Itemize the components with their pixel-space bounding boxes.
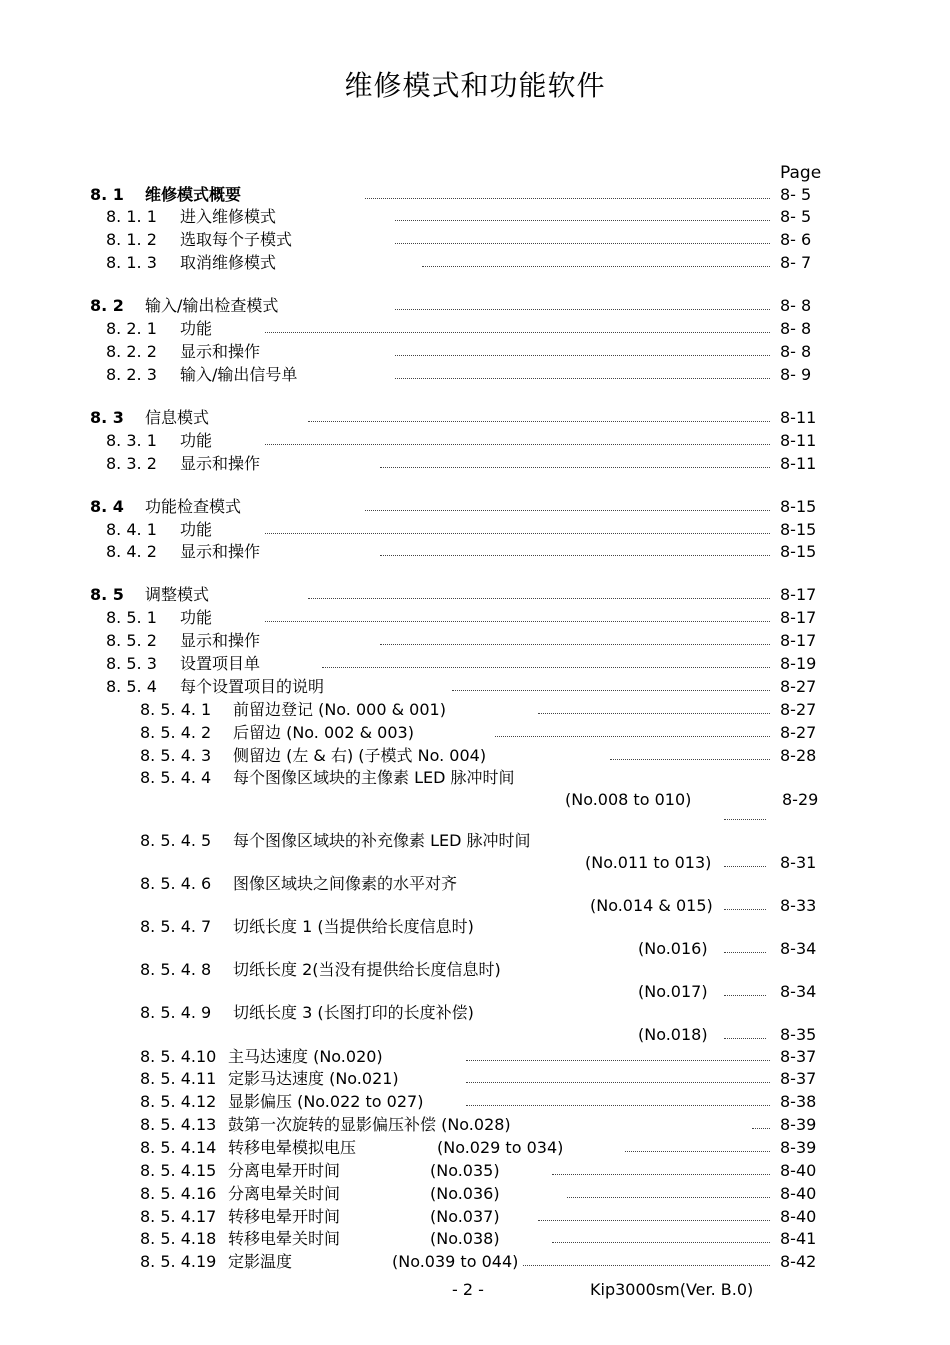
- toc-page: 8-15: [780, 520, 817, 539]
- toc-entry: [0, 1183, 950, 1205]
- toc-code: (No.037): [430, 1207, 500, 1226]
- toc-number: 8. 5. 2: [106, 631, 157, 650]
- toc-number: 8. 5. 4.12: [140, 1092, 217, 1111]
- toc-number: 8. 5. 4. 6: [140, 874, 212, 893]
- toc-entry: [0, 318, 950, 340]
- toc-page: 8-27: [780, 677, 817, 696]
- leader-dots: [567, 1197, 770, 1198]
- toc-page: 8-17: [780, 608, 817, 627]
- toc-number: 8. 4. 1: [106, 520, 157, 539]
- toc-entry: [0, 206, 950, 228]
- toc-label: 转移电晕开时间: [228, 1207, 341, 1226]
- toc-number: 8. 2. 3: [106, 365, 157, 384]
- leader-dots: [380, 467, 770, 468]
- toc-number: 8. 1. 2: [106, 230, 157, 249]
- leader-dots: [422, 266, 770, 267]
- toc-number: 8. 5. 1: [106, 608, 157, 627]
- toc-entry: [0, 1228, 950, 1250]
- toc-label: 显示和操作: [180, 631, 261, 650]
- toc-page: 8-27: [780, 700, 817, 719]
- toc-label: 前留边登记 (No. 000 & 001): [233, 700, 446, 719]
- toc-entry-continuation: [0, 789, 950, 811]
- toc-number: 8. 2. 2: [106, 342, 157, 361]
- toc-label: 功能: [180, 319, 213, 338]
- toc-label: 信息模式: [145, 408, 210, 427]
- leader-dots: [724, 909, 766, 910]
- toc-code: (No.035): [430, 1161, 500, 1180]
- leader-dots: [466, 1105, 770, 1106]
- toc-entry: [0, 252, 950, 274]
- toc-label: 鼓第一次旋转的显影偏压补偿 (No.028): [228, 1115, 511, 1134]
- toc-page: 8-15: [780, 497, 817, 516]
- leader-dots: [724, 1038, 766, 1039]
- toc-page: 8-17: [780, 585, 817, 604]
- toc-number: 8. 3. 2: [106, 454, 157, 473]
- toc-page: 8-39: [780, 1138, 817, 1157]
- leader-dots: [724, 952, 766, 953]
- toc-entry: [0, 699, 950, 721]
- toc-page: 8- 9: [780, 365, 812, 384]
- leader-dots: [724, 995, 766, 996]
- toc-number: 8. 5. 4.11: [140, 1069, 217, 1088]
- toc-entry-section: [0, 496, 950, 518]
- toc-page: 8-41: [780, 1229, 817, 1248]
- leader-dots: [365, 198, 770, 199]
- toc-code: (No.011 to 013): [585, 853, 712, 872]
- toc-number: 8. 5. 4.16: [140, 1184, 217, 1203]
- toc-entry: [0, 430, 950, 452]
- toc-page: 8-40: [780, 1207, 817, 1226]
- toc-number: 8. 5. 4.15: [140, 1161, 217, 1180]
- leader-dots: [523, 1265, 770, 1266]
- toc-number: 8. 1. 3: [106, 253, 157, 272]
- toc-number: 8. 5. 4. 2: [140, 723, 212, 742]
- toc-label: 显示和操作: [180, 342, 261, 361]
- toc-number: 8. 5. 4. 3: [140, 746, 212, 765]
- leader-dots: [495, 736, 770, 737]
- toc-label: 分离电晕开时间: [228, 1161, 341, 1180]
- leader-dots: [322, 667, 770, 668]
- toc-label: 功能: [180, 431, 213, 450]
- leader-dots: [265, 332, 770, 333]
- toc-label: 调整模式: [145, 585, 210, 604]
- toc-code: (No.038): [430, 1229, 500, 1248]
- toc-code: (No.008 to 010): [565, 790, 692, 809]
- toc-entry: [0, 630, 950, 652]
- toc-page: 8-39: [780, 1115, 817, 1134]
- toc-page: 8-35: [780, 1025, 817, 1044]
- toc-page: 8- 5: [780, 185, 812, 204]
- toc-entry-section: [0, 184, 950, 206]
- leader-dots: [395, 243, 770, 244]
- toc-entry: [0, 1046, 950, 1068]
- leader-dots: [308, 421, 770, 422]
- toc-entry: [0, 453, 950, 475]
- toc-code: (No.039 to 044): [392, 1252, 519, 1271]
- toc-label: 切纸长度 1 (当提供给长度信息时): [233, 917, 474, 936]
- toc-page: 8-37: [780, 1047, 817, 1066]
- leader-dots: [552, 1242, 770, 1243]
- toc-entry: [0, 722, 950, 744]
- toc-entry: [0, 364, 950, 386]
- leader-dots: [610, 759, 770, 760]
- leader-dots: [380, 644, 770, 645]
- toc-page: 8-34: [780, 982, 817, 1001]
- toc-page: 8- 8: [780, 296, 812, 315]
- toc-label: 每个设置项目的说明: [180, 677, 325, 696]
- toc-page: 8-27: [780, 723, 817, 742]
- toc-number: 8. 5. 4. 5: [140, 831, 212, 850]
- toc-entry: [0, 607, 950, 629]
- toc-entry: [0, 830, 950, 852]
- toc-entry: [0, 1068, 950, 1090]
- toc-number: 8. 5: [90, 585, 124, 604]
- leader-dots: [452, 690, 770, 691]
- toc-code: (No.014 & 015): [590, 896, 713, 915]
- toc-label: 每个图像区域块的补充像素 LED 脉冲时间: [233, 831, 531, 850]
- toc-code: (No.017): [638, 982, 708, 1001]
- toc-entry-continuation: [0, 895, 950, 917]
- leader-dots: [538, 713, 770, 714]
- leader-dots: [466, 1060, 770, 1061]
- toc-page: 8-38: [780, 1092, 817, 1111]
- toc-entry-section: [0, 584, 950, 606]
- toc-entry: [0, 229, 950, 251]
- toc-number: 8. 3. 1: [106, 431, 157, 450]
- toc-entry-section: [0, 407, 950, 429]
- toc-number: 8. 5. 4. 8: [140, 960, 212, 979]
- toc-entry: [0, 1002, 950, 1024]
- leader-dots: [395, 355, 770, 356]
- toc-label: 功能检查模式: [145, 497, 242, 516]
- toc-label: 输入/输出信号单: [180, 365, 298, 384]
- leader-dots: [308, 598, 770, 599]
- leader-dots: [625, 1151, 770, 1152]
- toc-entry-continuation: [0, 1024, 950, 1046]
- toc-number: 8. 1. 1: [106, 207, 157, 226]
- toc-entry: [0, 541, 950, 563]
- toc-label: 设置项目单: [180, 654, 261, 673]
- toc-label: 侧留边 (左 & 右) (子模式 No. 004): [233, 746, 487, 765]
- toc-label: 后留边 (No. 002 & 003): [233, 723, 414, 742]
- toc-entry: [0, 519, 950, 541]
- toc-page: 8-11: [780, 408, 817, 427]
- toc-entry: [0, 745, 950, 767]
- toc-page: 8-42: [780, 1252, 817, 1271]
- toc-code: (No.018): [638, 1025, 708, 1044]
- toc-entry-continuation: [0, 981, 950, 1003]
- toc-entry-continuation: [0, 852, 950, 874]
- toc-page: 8- 5: [780, 207, 812, 226]
- toc-label: 功能: [180, 520, 213, 539]
- toc-page: 8-29: [782, 790, 819, 809]
- toc-entry: [0, 1251, 950, 1273]
- leader-dots: [395, 220, 770, 221]
- toc-number: 8. 5. 4.17: [140, 1207, 217, 1226]
- toc-entry: [0, 959, 950, 981]
- toc-label: 功能: [180, 608, 213, 627]
- toc-entry-section: [0, 295, 950, 317]
- toc-number: 8. 5. 4.13: [140, 1115, 217, 1134]
- toc-label: 定影马达速度 (No.021): [228, 1069, 399, 1088]
- toc-page: 8- 8: [780, 319, 812, 338]
- page-title: 维修模式和功能软件: [344, 69, 606, 102]
- toc-entry: [0, 767, 950, 789]
- toc-number: 8. 2. 1: [106, 319, 157, 338]
- toc-label: 切纸长度 3 (长图打印的长度补偿): [233, 1003, 474, 1022]
- toc-entry: [0, 1160, 950, 1182]
- leader-dots: [466, 1082, 770, 1083]
- toc-label: 显影偏压 (No.022 to 027): [228, 1092, 424, 1111]
- toc-entry: [0, 653, 950, 675]
- toc-number: 8. 4. 2: [106, 542, 157, 561]
- leader-dots: [724, 866, 766, 867]
- toc-number: 8. 5. 4. 7: [140, 917, 212, 936]
- toc-page: 8- 6: [780, 230, 812, 249]
- toc-page: 8-15: [780, 542, 817, 561]
- toc-page: 8-17: [780, 631, 817, 650]
- leader-dots: [395, 378, 770, 379]
- toc-number: 8. 5. 4. 4: [140, 768, 212, 787]
- toc-page: 8- 7: [780, 253, 812, 272]
- footer-document-id: Kip3000sm(Ver. B.0): [590, 1280, 754, 1299]
- page-column-header: Page: [780, 163, 822, 183]
- toc-label: 切纸长度 2(当没有提供给长度信息时): [233, 960, 501, 979]
- toc-entry: [0, 873, 950, 895]
- toc-entry: [0, 1091, 950, 1113]
- toc-page: 8-11: [780, 431, 817, 450]
- toc-label: 显示和操作: [180, 454, 261, 473]
- toc-label: 显示和操作: [180, 542, 261, 561]
- toc-page: 8-33: [780, 896, 817, 915]
- toc-number: 8. 5. 4.18: [140, 1229, 217, 1248]
- leader-dots: [538, 1220, 770, 1221]
- toc-page: 8-28: [780, 746, 817, 765]
- toc-label: 定影温度: [228, 1252, 293, 1271]
- toc-label: 维修模式概要: [145, 185, 242, 204]
- toc-entry: [0, 341, 950, 363]
- toc-number: 8. 1: [90, 185, 124, 204]
- toc-number: 8. 5. 4. 9: [140, 1003, 212, 1022]
- toc-label: 输入/输出检查模式: [145, 296, 279, 315]
- toc-number: 8. 5. 4. 1: [140, 700, 212, 719]
- toc-number: 8. 3: [90, 408, 124, 427]
- toc-label: 图像区域块之间像素的水平对齐: [233, 874, 458, 893]
- toc-entry: [0, 1114, 950, 1136]
- leader-dots: [552, 1174, 770, 1175]
- toc-entry: [0, 916, 950, 938]
- toc-page: 8-34: [780, 939, 817, 958]
- toc-label: 取消维修模式: [180, 253, 277, 272]
- toc-page: 8-31: [780, 853, 817, 872]
- leader-dots: [365, 510, 770, 511]
- toc-page: 8-11: [780, 454, 817, 473]
- toc-code: (No.016): [638, 939, 708, 958]
- toc-page: 8-40: [780, 1161, 817, 1180]
- toc-label: 分离电晕关时间: [228, 1184, 341, 1203]
- leader-dots: [380, 555, 770, 556]
- toc-page: 8- 8: [780, 342, 812, 361]
- toc-label: 转移电晕关时间: [228, 1229, 341, 1248]
- leader-dots: [752, 1128, 770, 1129]
- toc-label: 主马达速度 (No.020): [228, 1047, 383, 1066]
- leader-dots: [265, 444, 770, 445]
- toc-label: 转移电晕模拟电压: [228, 1138, 357, 1157]
- toc-entry: [0, 1137, 950, 1159]
- toc-entry: [0, 1206, 950, 1228]
- toc-page: 8-19: [780, 654, 817, 673]
- toc-label: 每个图像区域块的主像素 LED 脉冲时间: [233, 768, 515, 787]
- leader-dots: [724, 819, 766, 820]
- toc-page: 8-37: [780, 1069, 817, 1088]
- toc-page: 8-40: [780, 1184, 817, 1203]
- leader-dots: [265, 533, 770, 534]
- toc-entry-continuation: [0, 938, 950, 960]
- toc-number: 8. 5. 4.14: [140, 1138, 217, 1157]
- toc-number: 8. 5. 4: [106, 677, 157, 696]
- toc-number: 8. 2: [90, 296, 124, 315]
- toc-number: 8. 4: [90, 497, 124, 516]
- footer-page-number: - 2 -: [452, 1280, 484, 1299]
- toc-entry: [0, 676, 950, 698]
- toc-code: (No.029 to 034): [437, 1138, 564, 1157]
- toc-label: 进入维修模式: [180, 207, 277, 226]
- leader-dots: [265, 621, 770, 622]
- toc-number: 8. 5. 4.10: [140, 1047, 217, 1066]
- toc-number: 8. 5. 4.19: [140, 1252, 217, 1271]
- toc-code: (No.036): [430, 1184, 500, 1203]
- leader-dots: [395, 309, 770, 310]
- toc-number: 8. 5. 3: [106, 654, 157, 673]
- toc-label: 选取每个子模式: [180, 230, 293, 249]
